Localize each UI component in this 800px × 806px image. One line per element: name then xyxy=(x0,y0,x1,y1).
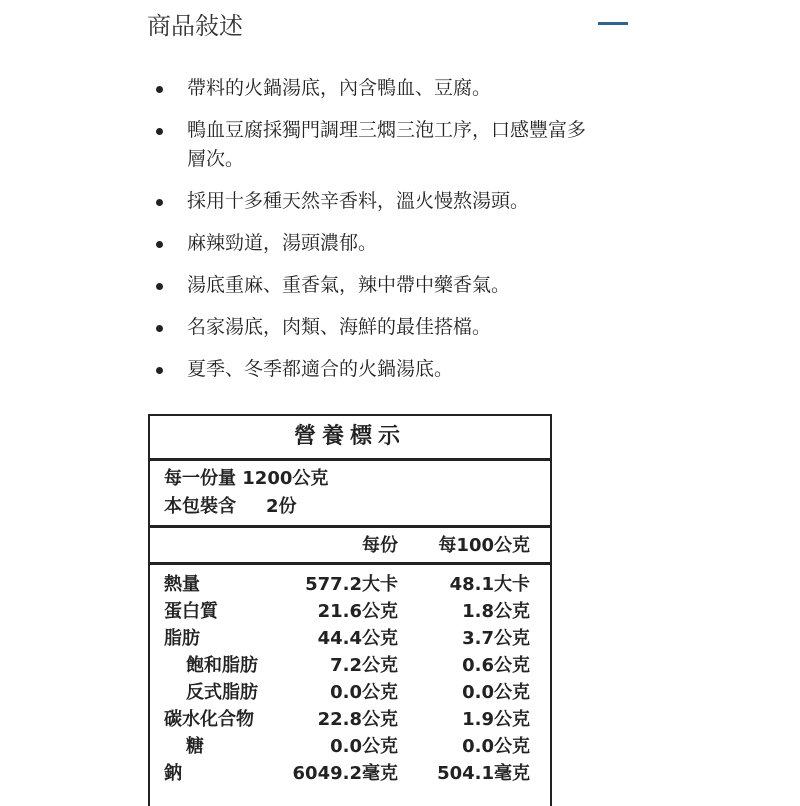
minus-icon[interactable] xyxy=(598,22,628,25)
list-item-text: 採用十多種天然辛香料，溫火慢熬湯頭。 xyxy=(187,190,530,212)
table-row xyxy=(150,652,550,679)
list-item xyxy=(150,74,590,103)
table-row xyxy=(150,625,550,652)
table-row xyxy=(150,571,550,598)
nutrient-label: 鈉 xyxy=(164,763,182,784)
per-serving-value: 44.4公克 xyxy=(317,628,398,649)
nutrient-label: 脂肪 xyxy=(164,628,200,649)
list-item xyxy=(150,229,590,258)
per-100g-value: 0.6公克 xyxy=(462,655,530,676)
per-serving-value: 6049.2毫克 xyxy=(292,763,398,784)
nutrient-label: 反式脂肪 xyxy=(186,682,258,703)
list-item xyxy=(150,187,590,216)
col-per-serving: 每份 xyxy=(362,535,398,556)
list-item-text: 夏季、冬季都適合的火鍋湯底。 xyxy=(187,358,454,380)
pack-label: 本包裝含 xyxy=(164,496,236,517)
feature-list xyxy=(150,74,590,397)
list-item xyxy=(150,313,590,342)
bullet-icon xyxy=(156,367,163,374)
nutrient-label: 糖 xyxy=(186,736,204,757)
per-100g-value: 48.1大卡 xyxy=(449,574,530,595)
bullet-icon xyxy=(156,283,163,290)
column-headers xyxy=(150,528,550,565)
per-serving-value: 0.0公克 xyxy=(330,682,398,703)
per-100g-value: 504.1毫克 xyxy=(437,763,530,784)
table-row xyxy=(150,760,550,787)
bullet-icon xyxy=(156,86,163,93)
table-row xyxy=(150,706,550,733)
serving-info xyxy=(150,461,550,528)
per-serving-value: 22.8公克 xyxy=(317,709,398,730)
nutrient-label: 飽和脂肪 xyxy=(186,655,258,676)
per-100g-value: 1.9公克 xyxy=(462,709,530,730)
col-per-100g: 每100公克 xyxy=(438,535,530,556)
list-item-text: 麻辣勁道，湯頭濃郁。 xyxy=(187,232,378,254)
nutrition-table xyxy=(148,414,552,806)
bullet-icon xyxy=(156,325,163,332)
per-serving-value: 7.2公克 xyxy=(330,655,398,676)
per-100g-value: 3.7公克 xyxy=(462,628,530,649)
nutrient-label: 熱量 xyxy=(164,574,200,595)
table-row xyxy=(150,598,550,625)
serving-label: 每一份量 xyxy=(164,468,236,489)
nutrition-title: 營養標示 xyxy=(150,416,550,461)
per-100g-value: 0.0公克 xyxy=(462,682,530,703)
per-100g-value: 0.0公克 xyxy=(462,736,530,757)
list-item-text: 帶料的火鍋湯底，內含鴨血、豆腐。 xyxy=(187,77,492,99)
table-row xyxy=(150,733,550,760)
list-item xyxy=(150,355,590,384)
serving-value: 1200公克 xyxy=(242,468,329,489)
list-item-text: 名家湯底，肉類、海鮮的最佳搭檔。 xyxy=(187,316,492,338)
per-serving-value: 21.6公克 xyxy=(317,601,398,622)
list-item-text: 湯底重麻、重香氣，辣中帶中藥香氣。 xyxy=(187,274,511,296)
bullet-icon xyxy=(156,199,163,206)
list-item-text: 鴨血豆腐採獨門調理三燜三泡工序，口感豐富多層次。 xyxy=(187,119,587,170)
list-item xyxy=(150,116,590,174)
bullet-icon xyxy=(156,128,163,135)
pack-value: 2份 xyxy=(266,496,297,517)
nutrient-label: 蛋白質 xyxy=(164,601,218,622)
bullet-icon xyxy=(156,241,163,248)
table-row xyxy=(150,679,550,706)
per-100g-value: 1.8公克 xyxy=(462,601,530,622)
per-serving-value: 0.0公克 xyxy=(330,736,398,757)
list-item xyxy=(150,271,590,300)
per-serving-value: 577.2大卡 xyxy=(305,574,398,595)
section-title: 商品敍述 xyxy=(147,12,243,40)
nutrient-label: 碳水化合物 xyxy=(164,709,254,730)
